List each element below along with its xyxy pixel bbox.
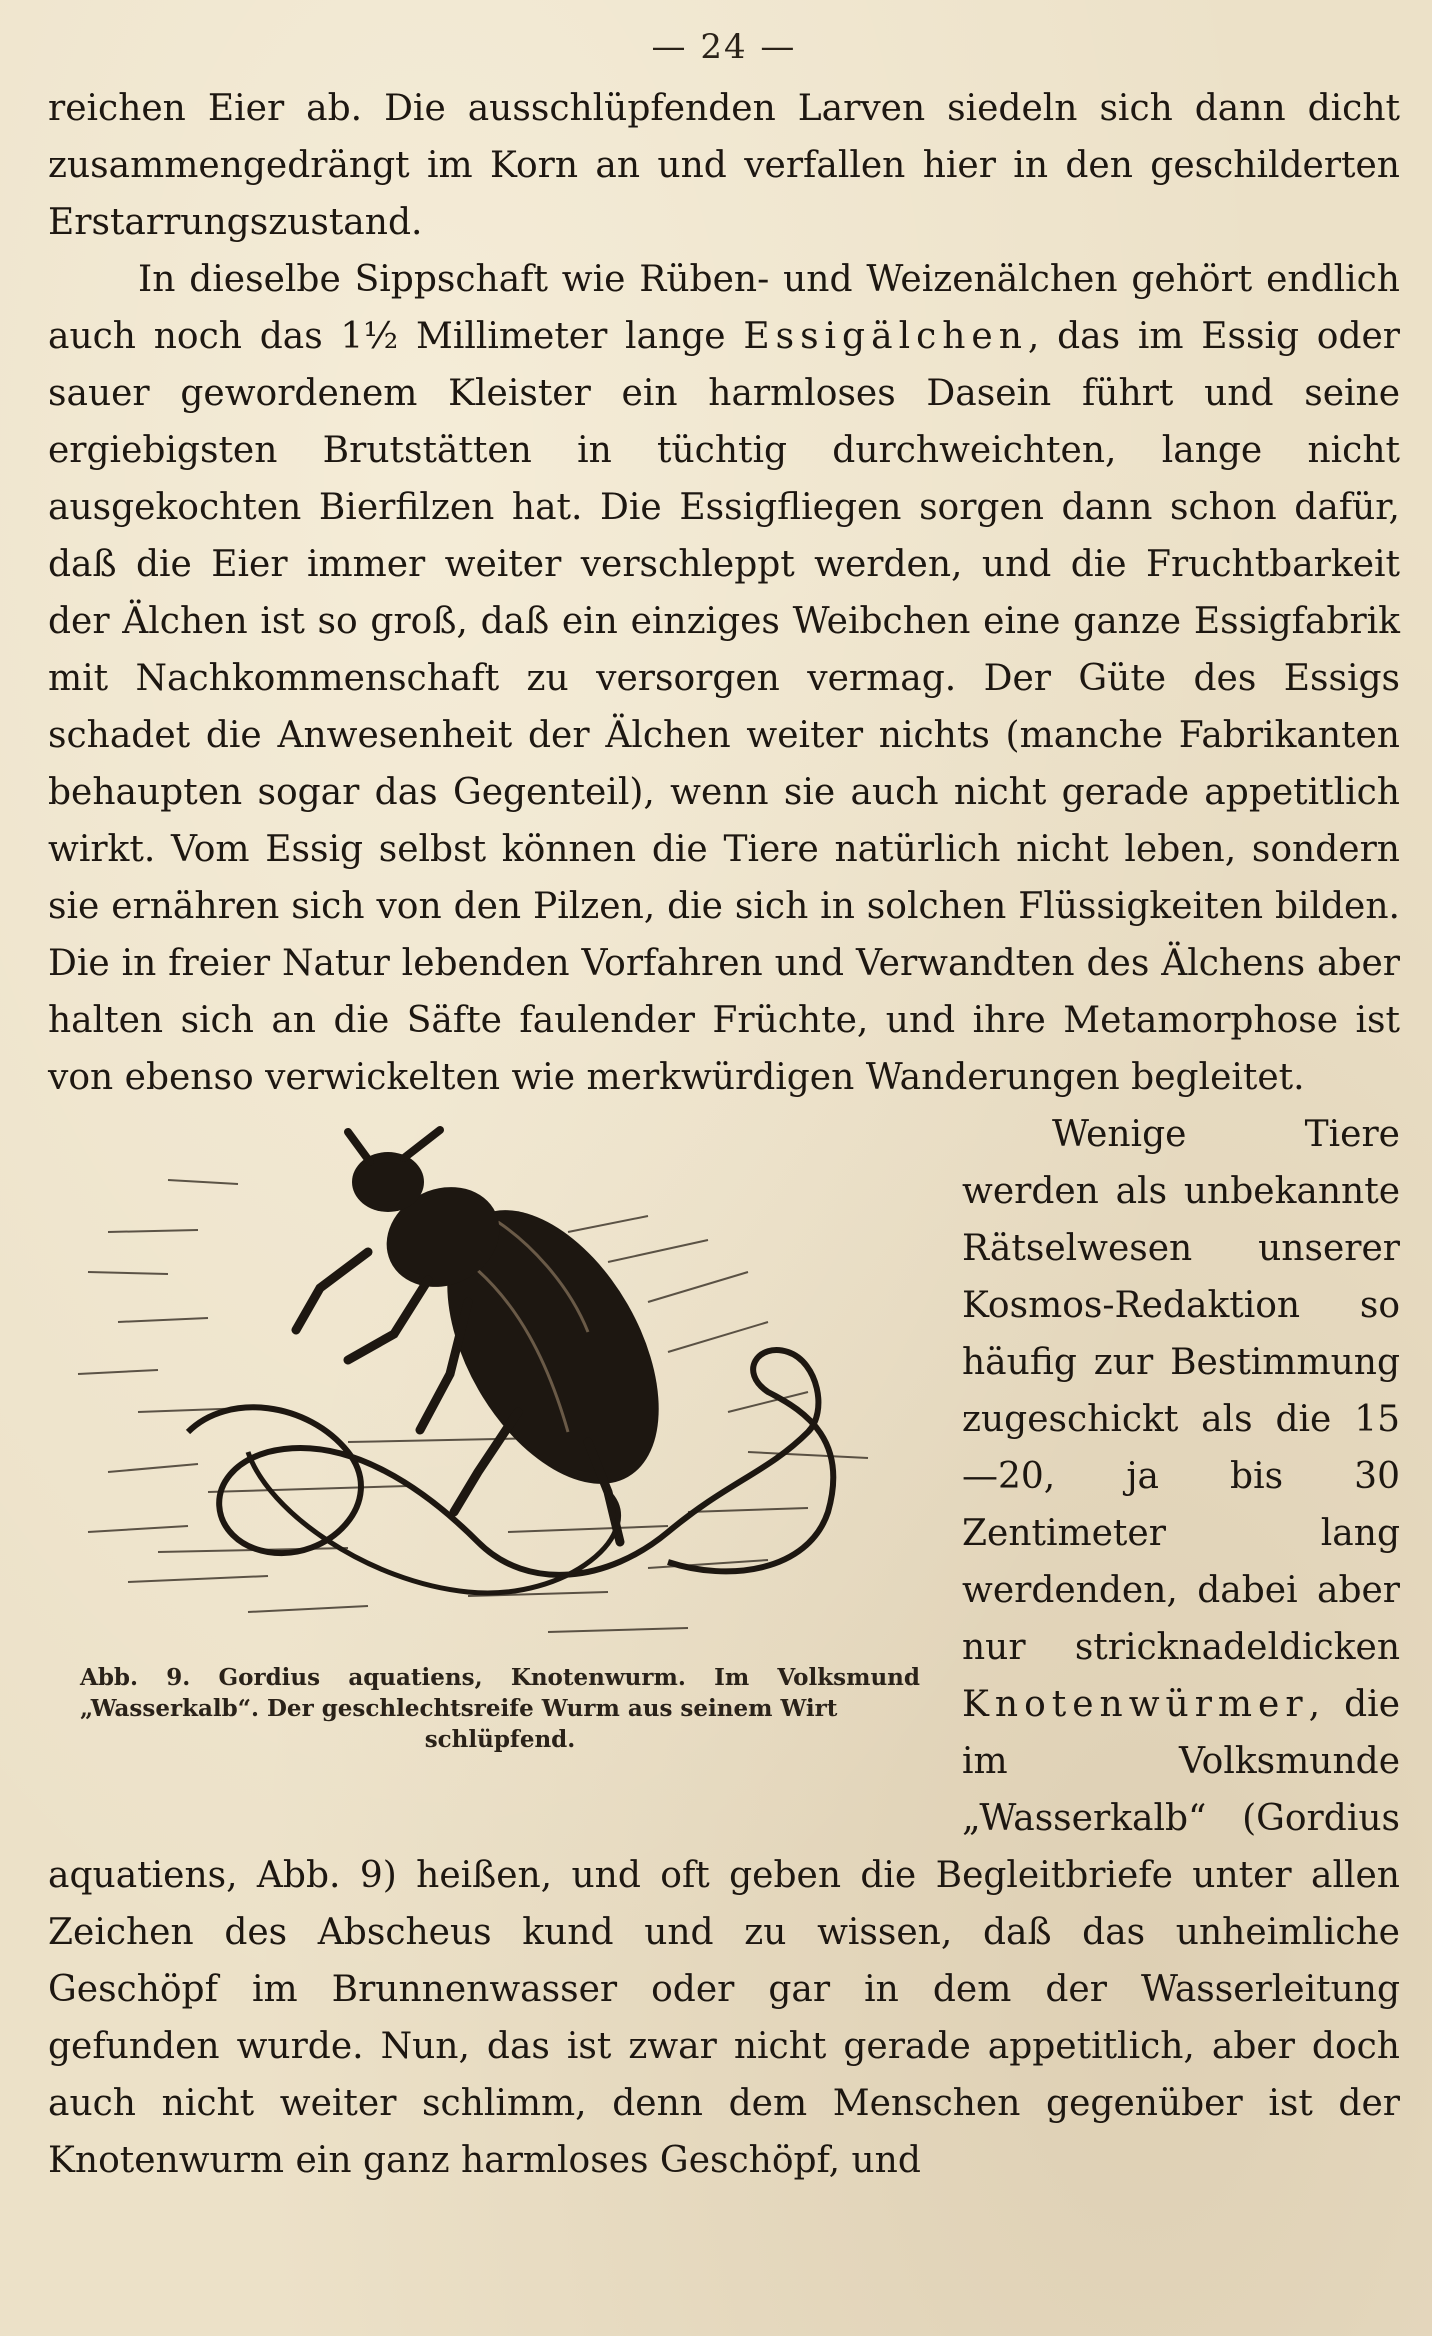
- paragraph-2: [48, 251, 1400, 1106]
- beetle-worm-illustration: [48, 1112, 928, 1652]
- page-number: — 24 —: [651, 27, 797, 67]
- paragraph-1: reichen Eier ab. Die ausschlüpfenden Larven siedeln sich dann dicht zusammengedrängt im Korn an und verfallen hier in den geschilderten Erstarrungszustand.: [48, 88, 1400, 243]
- paragraph-3-part-a: Wenige Tiere werden als unbekannte Rätselwesen unserer Kosmos-Redaktion so häufig zur Bestimmung zugeschickt als die 15—20, ja bis 30 Zentimeter lang werdenden, dabei aber nur stricknadeldicken: [962, 1114, 1400, 1668]
- body-text: [48, 80, 1400, 2189]
- page: [48, 22, 1400, 2322]
- figure-caption-main: Abb. 9. Gordius aquatiens, Knotenwurm. Im Volksmund „Wasserkalb“. Der geschlechtsreife Wurm aus seinem Wirt: [80, 1664, 920, 1722]
- term-knotenwuermer: Knotenwürmer: [962, 1684, 1309, 1725]
- paragraph-2-part-b: , das im Essig oder sauer gewordenem Kleister ein harmloses Dasein führt und seine ergiebigsten Brutstätten in tüchtig durchweichten, lange nicht ausgekochten Bierfilzen hat. Die Essigfliegen sorgen dann schon dafür, daß die Eier immer weiter verschleppt werden, und die Fruchtbarkeit der Älchen ist so groß, daß ein einziges Weibchen eine ganze Essigfabrik mit Nachkommenschaft zu versorgen vermag. Der Güte des Essigs schadet die Anwesenheit der Älchen weiter nichts (manche Fabrikanten behaupten sogar das Gegenteil), wenn sie auch nicht gerade appetitlich wirkt. Vom Essig selbst können die Tiere natürlich nicht leben, sondern sie ernähren sich von den Pilzen, die sich in solchen Flüssigkeiten bilden. Die in freier Natur lebenden Vorfahren und Verwandten des Älchens aber halten sich an die Säfte faulender Früchte, und ihre Metamorphose ist von ebenso verwickelten wie merkwürdigen Wanderungen begleitet.: [48, 316, 1400, 1098]
- term-essigaelchen: Essigälchen: [743, 316, 1028, 357]
- paragraph-2-part-a: In dieselbe Sippschaft wie Rüben- und Weizenälchen gehört endlich auch noch das 1½ Millimeter lange: [48, 259, 1400, 357]
- figure-caption: [80, 1662, 920, 1755]
- paragraph-3-part-b: , die im Volksmunde „Wasserkalb“ (Gordius aquatiens, Abb. 9) heißen, und oft geben die Begleitbriefe unter allen Zeichen des Abscheus kund und zu wissen, daß das unheimliche Geschöpf im Brunnenwasser oder gar in dem der Wasserleitung gefunden wurde. Nun, das ist zwar nicht gerade appetitlich, aber doch auch nicht weiter schlimm, denn dem Menschen gegenüber ist der Knotenwurm ein ganz harmloses Geschöpf, und: [48, 1684, 1400, 2181]
- figure-9: [48, 1112, 928, 1812]
- figure-caption-end: schlüpfend.: [424, 1726, 576, 1753]
